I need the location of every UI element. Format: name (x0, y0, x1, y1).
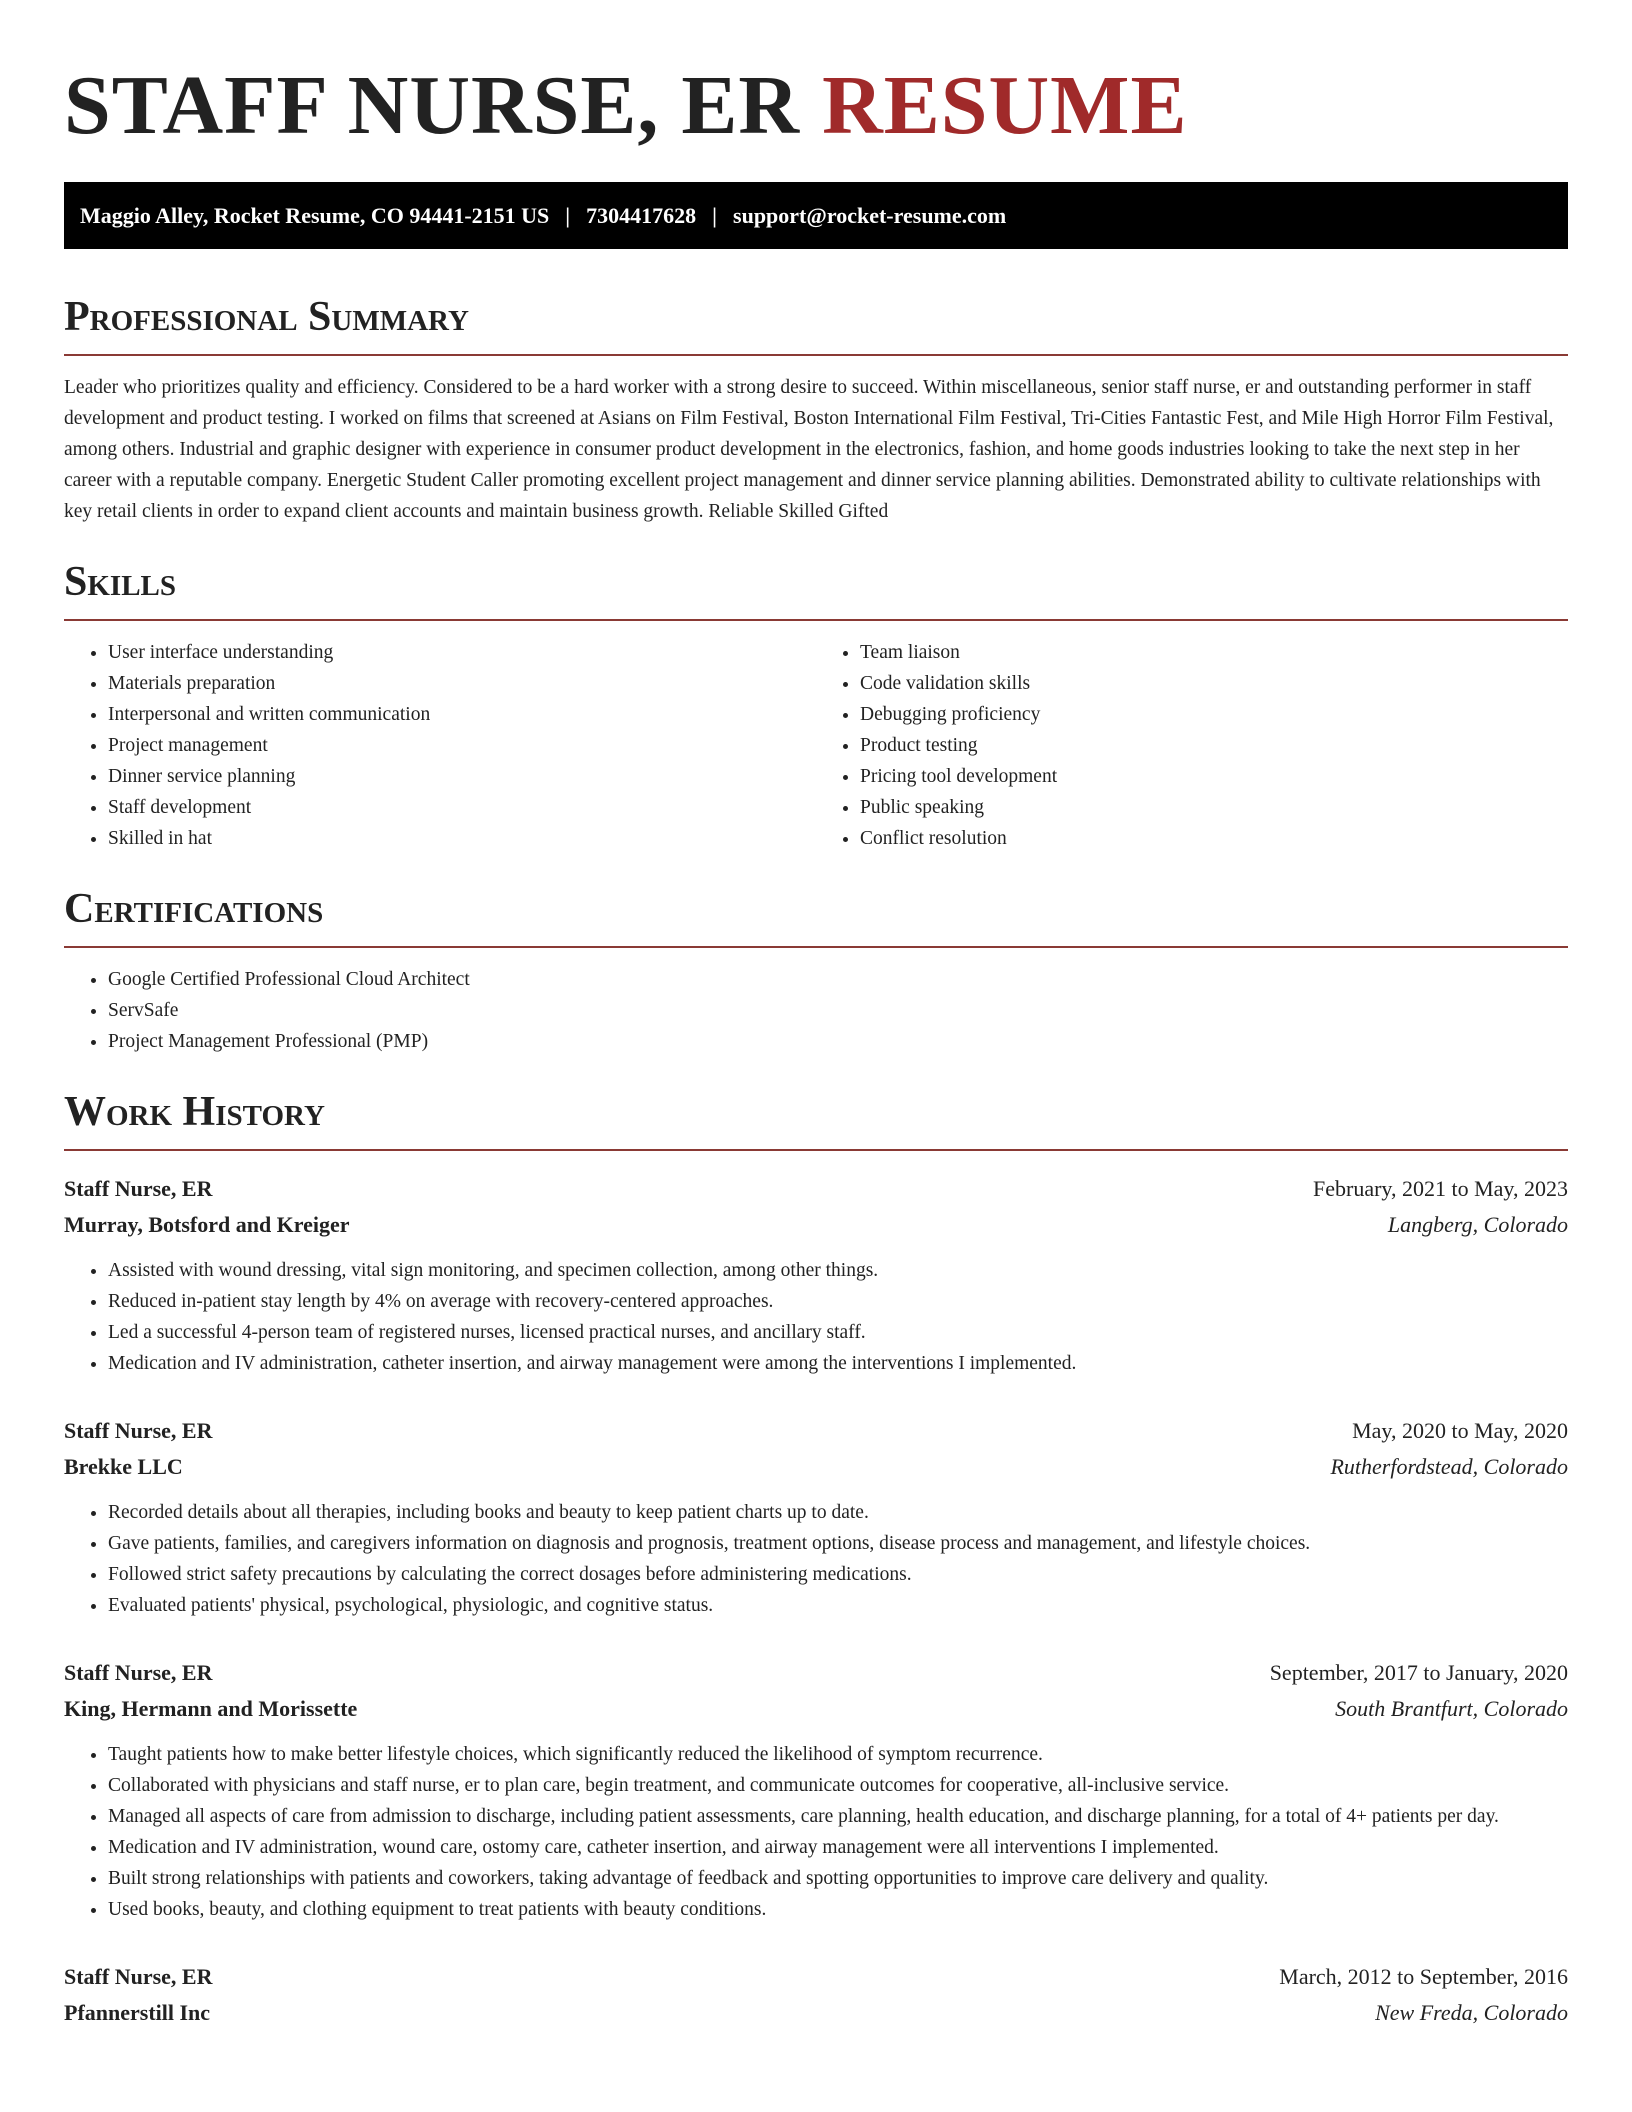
job-dates: May, 2020 to May, 2020 (1352, 1418, 1568, 1443)
job-company-row (64, 1995, 1568, 2031)
job-bullets (64, 1497, 1568, 1621)
contact-separator: | (565, 202, 571, 228)
skills-list-left (64, 637, 816, 854)
job-bullet: • Collaborated with physicians and staff nurse, er to plan care, begin treatment, and communicate outcomes for cooperative, all-inclusive service. (108, 1770, 1568, 1801)
job-entry (64, 1655, 1568, 1925)
skill-item: • Conflict resolution (860, 823, 1568, 854)
title-main: STAFF NURSE, ER (64, 59, 801, 152)
job-bullet: • Recorded details about all therapies, including books and beauty to keep patient charts up to date. (108, 1497, 1568, 1528)
job-bullet: • Led a successful 4-person team of registered nurses, licensed practical nurses, and ancillary staff. (108, 1317, 1568, 1348)
job-bullet: • Managed all aspects of care from admission to discharge, including patient assessments, care planning, health education, and discharge planning, for a total of 4+ patients per day. (108, 1801, 1568, 1832)
summary-heading: Professional Summary (64, 296, 1568, 356)
job-bullet: • Built strong relationships with patients and coworkers, taking advantage of feedback and spotting opportunities to improve care delivery and quality. (108, 1863, 1568, 1894)
job-title: Staff Nurse, ER (64, 1418, 213, 1443)
job-entry (64, 1413, 1568, 1621)
job-bullet: • Medication and IV administration, catheter insertion, and airway management were among the interventions I implemented. (108, 1348, 1568, 1379)
skill-item: • Product testing (860, 730, 1568, 761)
job-company-row (64, 1207, 1568, 1243)
skill-item: • Materials preparation (108, 668, 816, 699)
contact-separator: | (712, 202, 718, 228)
job-bullet: • Medication and IV administration, wound care, ostomy care, catheter insertion, and airway management were all interventions I implemented. (108, 1832, 1568, 1863)
job-location: Rutherfordstead, Colorado (1330, 1454, 1568, 1479)
job-company: Murray, Botsford and Kreiger (64, 1212, 350, 1237)
job-bullet: • Taught patients how to make better lifestyle choices, which significantly reduced the likelihood of symptom recurrence. (108, 1739, 1568, 1770)
certifications-heading: Certifications (64, 888, 1568, 948)
job-bullet: • Reduced in-patient stay length by 4% on average with recovery-centered approaches. (108, 1286, 1568, 1317)
job-location: New Freda, Colorado (1375, 2000, 1568, 2025)
summary-text: Leader who prioritizes quality and efficiency. Considered to be a hard worker with a strong desire to succeed. Within miscellaneous, senior staff nurse, er and outstanding performer in staff development and product testing. I worked on films that screened at Asians on Film Festival, Boston International Film Festival, Tri-Cities Fantastic Fest, and Mile High Horror Film Festival, among others. Industrial and graphic designer with experience in consumer product development in the electronics, fashion, and home goods industries looking to take the next step in her career with a reputable company. Energetic Student Caller promoting excellent project management and dinner service planning abilities. Demonstrated ability to cultivate relationships with key retail clients in order to expand client accounts and maintain business growth. Reliable Skilled Gifted (64, 377, 1554, 522)
work-history-heading: Work History (64, 1091, 1568, 1151)
title-accent: RESUME (822, 59, 1188, 152)
job-dates: September, 2017 to January, 2020 (1269, 1660, 1568, 1685)
skills-list-right (816, 637, 1568, 854)
skill-item: • Skilled in hat (108, 823, 816, 854)
contact-address: Maggio Alley, Rocket Resume, CO 94441-2151 US (80, 202, 550, 228)
skill-item: • Interpersonal and written communication (108, 699, 816, 730)
contact-bar (64, 182, 1568, 249)
skill-item: • Project management (108, 730, 816, 761)
job-header-row (64, 1655, 1568, 1691)
job-title: Staff Nurse, ER (64, 1964, 213, 1989)
skill-item: • Public speaking (860, 792, 1568, 823)
skill-item: • Debugging proficiency (860, 699, 1568, 730)
skills-heading: Skills (64, 561, 1568, 621)
job-bullets (64, 1739, 1568, 1925)
page-title (64, 59, 1568, 152)
job-company-row (64, 1449, 1568, 1485)
job-header-row (64, 1171, 1568, 1207)
contact-email: support@rocket-resume.com (733, 202, 1007, 228)
job-header-row (64, 1959, 1568, 1995)
certification-item: • Google Certified Professional Cloud Architect (108, 964, 1568, 995)
skill-item: • Team liaison (860, 637, 1568, 668)
job-title: Staff Nurse, ER (64, 1660, 213, 1685)
job-dates: February, 2021 to May, 2023 (1313, 1176, 1568, 1201)
skill-item: • Staff development (108, 792, 816, 823)
job-bullet: • Assisted with wound dressing, vital sign monitoring, and specimen collection, among other things. (108, 1255, 1568, 1286)
certification-item: • Project Management Professional (PMP) (108, 1026, 1568, 1057)
job-company: Brekke LLC (64, 1454, 183, 1479)
skill-item: • User interface understanding (108, 637, 816, 668)
job-entry (64, 1171, 1568, 1379)
job-company: King, Hermann and Morissette (64, 1696, 358, 1721)
job-entry (64, 1959, 1568, 2031)
job-company: Pfannerstill Inc (64, 2000, 211, 2025)
job-bullet: • Followed strict safety precautions by calculating the correct dosages before administering medications. (108, 1559, 1568, 1590)
job-bullets (64, 1255, 1568, 1379)
skill-item: • Pricing tool development (860, 761, 1568, 792)
skill-item: • Code validation skills (860, 668, 1568, 699)
job-dates: March, 2012 to September, 2016 (1279, 1964, 1568, 1989)
job-company-row (64, 1691, 1568, 1727)
job-bullet: • Gave patients, families, and caregivers information on diagnosis and prognosis, treatment options, disease process and management, and lifestyle choices. (108, 1528, 1568, 1559)
job-title: Staff Nurse, ER (64, 1176, 213, 1201)
job-bullet: • Used books, beauty, and clothing equipment to treat patients with beauty conditions. (108, 1894, 1568, 1925)
skills-grid (64, 621, 1568, 854)
contact-phone: 7304417628 (586, 202, 697, 228)
certification-item: • ServSafe (108, 995, 1568, 1026)
job-bullet: • Evaluated patients' physical, psychological, physiologic, and cognitive status. (108, 1590, 1568, 1621)
job-location: South Brantfurt, Colorado (1335, 1696, 1568, 1721)
job-header-row (64, 1413, 1568, 1449)
certifications-list (64, 964, 1568, 1057)
skill-item: • Dinner service planning (108, 761, 816, 792)
job-location: Langberg, Colorado (1387, 1212, 1568, 1237)
